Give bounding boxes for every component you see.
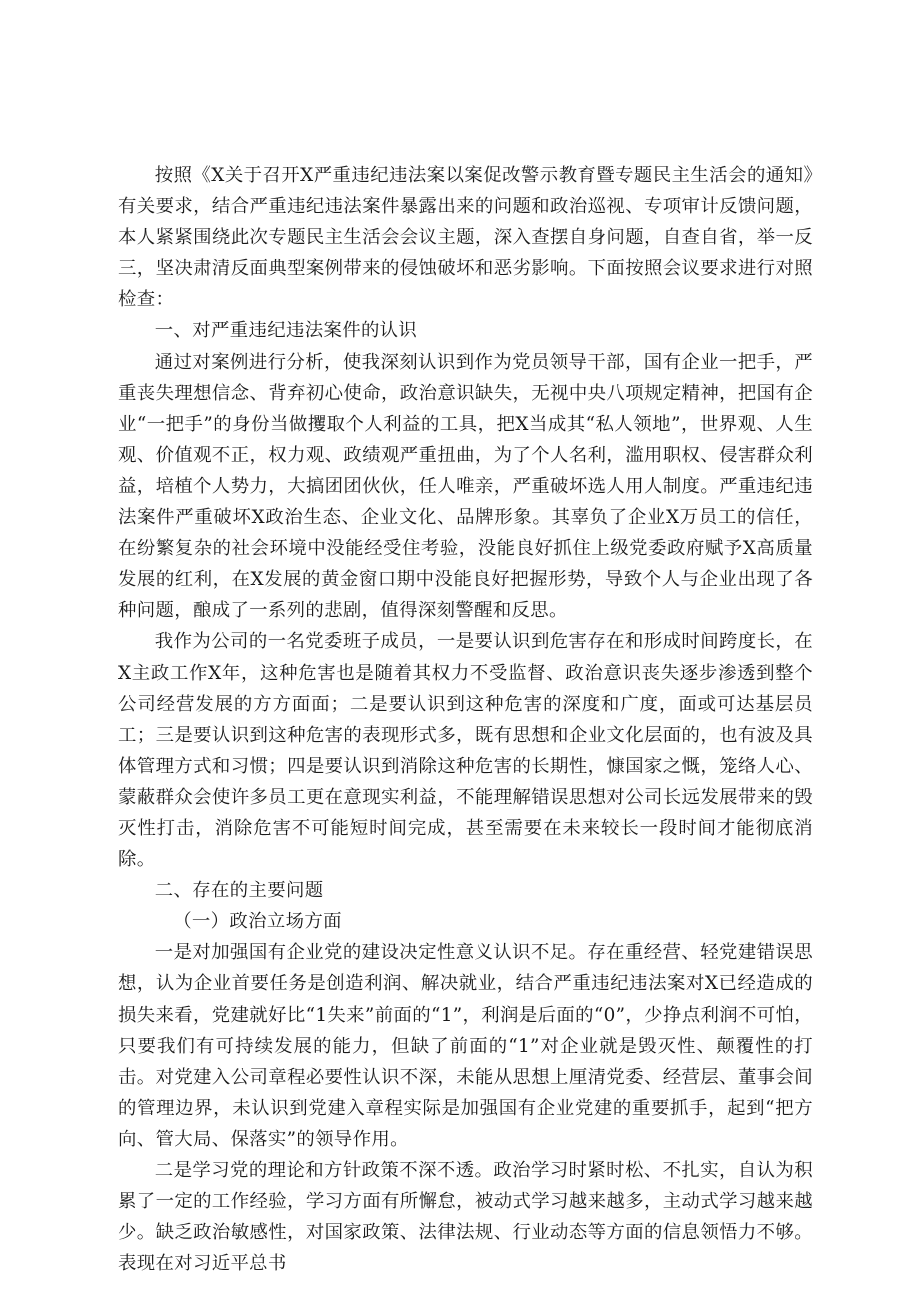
section-heading-1: 一、对严重违纪违法案件的认识 xyxy=(154,320,418,342)
body-paragraph-point-2: 二是学习党的理论和方针政策不深不透。政治学习时紧时松、不扎实，自认为积累了一定的工作经验，学习方面有所懈怠，被动式学习越来越多，主动式学习越来越少。缺乏政治敏感性，对国家政策、法律法规、行业动态等方面的信息领悟力不够。表现在对习近平总书 xyxy=(118,1160,813,1275)
body-paragraph-case-analysis: 通过对案例进行分析，使我深刻认识到作为党员领导干部，国有企业一把手，严重丧失理想信念、背弃初心使命，政治意识缺失，无视中央八项规定精神，把国有企业“一把手”的身份当做攫取个人利益的工具，把X当成其“私人领地”，世界观、人生观、价值观不正，权力观、政绩观严重扭曲，为了个人名利，滥用职权、侵害群众利益，培植个人势力，大搞团团伙伙，任人唯亲，严重破坏选人用人制度。严重违纪违法案件严重破坏X政治生态、企业文化、品牌形象。其辜负了企业X万员工的信任，在纷繁复杂的社会环境中没能经受住考验，没能良好抓住上级党委政府赋予X高质量发展的红利，在X发展的黄金窗口期中没能良好把握形势，导致个人与企业出现了各种问题，酿成了一系列的悲剧，值得深刻警醒和反思。 xyxy=(118,351,813,622)
document-body xyxy=(118,160,813,1279)
subsection-heading-political: （一）政治立场方面 xyxy=(173,911,342,933)
intro-paragraph: 按照《X关于召开X严重违纪违法案以案促改警示教育暨专题民主生活会的通知》有关要求，结合严重违纪违法案件暴露出来的问题和政治巡视、专项审计反馈问题，本人紧紧围绕此次专题民主生活会会议主题，深入查摆自身问题，自查自省，举一反三，坚决肃清反面典型案例带来的侵蚀破坏和恶劣影响。下面按照会议要求进行对照检查： xyxy=(118,165,813,311)
body-paragraph-harm-awareness: 我作为公司的一名党委班子成员，一是要认识到危害存在和形成时间跨度长，在X主政工作X年，这种危害也是随着其权力不受监督、政治意识丧失逐步渗透到整个公司经营发展的方方面面；二是要认识到这种危害的深度和广度，面或可达基层员工；三是要认识到这种危害的表现形式多，既有思想和企业文化层面的，也有波及具体管理方式和习惯；四是要认识到消除这种危害的长期性，慷国家之慨，笼络人心、蒙蔽群众会使许多员工更在意现实利益，不能理解错误思想对公司长远发展带来的毁灭性打击，消除危害不可能短时间完成，甚至需要在未来较长一段时间才能彻底消除。 xyxy=(118,631,813,871)
body-paragraph-point-1: 一是对加强国有企业党的建设决定性意义认识不足。存在重经营、轻党建错误思想，认为企业首要任务是创造利润、解决就业，结合严重违纪违法案对X已经造成的损失来看，党建就好比“1失来”前面的“1”，利润是后面的“0”，少挣点利润不可怕，只要我们有可持续发展的能力，但缺了前面的“1”对企业就是毁灭性、颠覆性的打击。对党建入公司章程必要性认识不深，未能从思想上厘清党委、经营层、董事会间的管理边界，未认识到党建入章程实际是加强国有企业党建的重要抓手，起到“把方向、管大局、保落实”的领导作用。 xyxy=(118,942,813,1150)
section-heading-2: 二、存在的主要问题 xyxy=(154,880,324,902)
